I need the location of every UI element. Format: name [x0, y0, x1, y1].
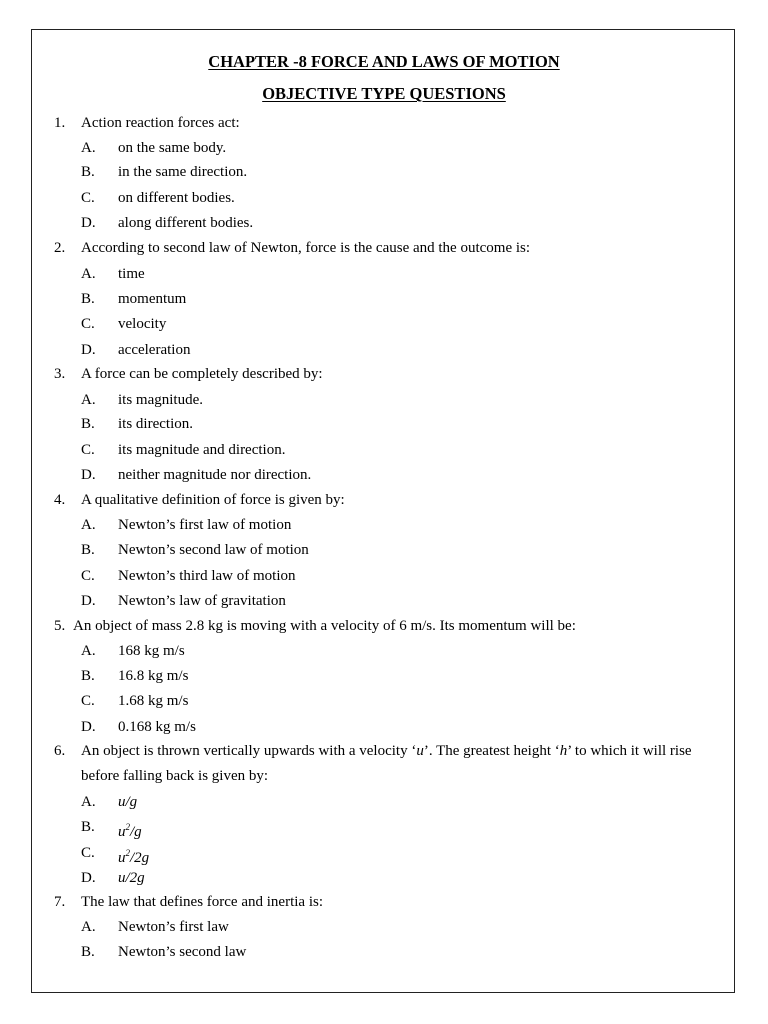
chapter-title: CHAPTER -8 FORCE AND LAWS OF MOTION: [208, 52, 560, 71]
option-label: A.: [81, 140, 96, 156]
option-label: B.: [81, 291, 95, 307]
formula-exponent: 2: [125, 822, 130, 832]
option-text: [118, 844, 149, 867]
option-text: on different bodies.: [118, 190, 235, 206]
option-label: B.: [81, 944, 95, 960]
option-text: Newton’s second law: [118, 944, 247, 960]
option-label: C.: [81, 190, 95, 206]
question-text: An object of mass 2.8 kg is moving with a velocity of 6 m/s. Its momentum will be:: [73, 618, 576, 634]
option-label: D.: [81, 467, 96, 483]
option-label: C.: [81, 568, 95, 584]
option-label: B.: [81, 542, 95, 558]
question-text: [81, 742, 692, 760]
option-label: A.: [81, 392, 96, 408]
option-label: B.: [81, 668, 95, 684]
option-label: D.: [81, 593, 96, 609]
formula-exponent: 2: [125, 848, 130, 858]
question-text: According to second law of Newton, force is the cause and the outcome is:: [81, 240, 531, 256]
question-number: 7.: [54, 894, 66, 910]
option-text: Newton’s second law of motion: [118, 542, 309, 558]
formula-base: u: [118, 850, 126, 866]
question-text-part: ’. The greatest height ‘: [423, 743, 560, 759]
option-text: 1.68 kg m/s: [118, 693, 189, 709]
option-label: C.: [81, 845, 95, 861]
option-label: D.: [81, 215, 96, 231]
option-text: its magnitude and direction.: [118, 442, 286, 458]
option-text: u/2g: [118, 870, 145, 886]
question-number: 5.: [54, 618, 66, 634]
question-number: 2.: [54, 240, 66, 256]
question-text: The law that defines force and inertia is:: [81, 894, 323, 910]
option-text: in the same direction.: [118, 164, 248, 180]
option-text: 0.168 kg m/s: [118, 719, 196, 735]
option-label: A.: [81, 919, 96, 935]
section-title: OBJECTIVE TYPE QUESTIONS: [262, 84, 506, 103]
option-label: B.: [81, 819, 95, 835]
option-label: D.: [81, 870, 96, 886]
option-text: momentum: [118, 291, 187, 307]
option-text: time: [118, 266, 145, 282]
option-text: u/g: [118, 794, 138, 810]
question-text-continued: before falling back is given by:: [81, 768, 269, 784]
option-label: D.: [81, 719, 96, 735]
option-text: its direction.: [118, 416, 193, 432]
formula-base: u: [118, 824, 126, 840]
question-number: 3.: [54, 366, 66, 382]
option-label: B.: [81, 416, 95, 432]
option-label: A.: [81, 794, 96, 810]
variable-u: u: [416, 743, 424, 759]
formula-rest: /2g: [130, 850, 150, 866]
option-text: velocity: [118, 316, 167, 332]
option-label: A.: [81, 643, 96, 659]
question-text: A qualitative definition of force is given by:: [81, 492, 345, 508]
question-number: 4.: [54, 492, 66, 508]
question-text-part: ’ to which it will rise: [567, 743, 692, 759]
variable-h: h: [559, 743, 568, 759]
option-text: Newton’s first law: [118, 919, 229, 935]
option-text: on the same body.: [118, 140, 227, 156]
option-label: C.: [81, 693, 95, 709]
option-text: along different bodies.: [118, 215, 254, 231]
option-text: acceleration: [118, 342, 191, 358]
option-text: Newton’s third law of motion: [118, 568, 296, 584]
option-label: D.: [81, 342, 96, 358]
option-label: A.: [81, 517, 96, 533]
question-text-part: An object is thrown vertically upwards with a velocity ‘: [81, 743, 417, 759]
question-text: A force can be completely described by:: [81, 366, 323, 382]
option-text: neither magnitude nor direction.: [118, 467, 312, 483]
formula-rest: /g: [130, 824, 142, 840]
option-text: [118, 818, 142, 841]
option-text: 16.8 kg m/s: [118, 668, 189, 684]
option-label: A.: [81, 266, 96, 282]
question-text: Action reaction forces act:: [81, 115, 240, 131]
question-number: 1.: [54, 115, 66, 131]
option-text: 168 kg m/s: [118, 643, 185, 659]
question-number: 6.: [54, 743, 66, 759]
option-label: C.: [81, 442, 95, 458]
option-text: Newton’s law of gravitation: [118, 593, 286, 609]
option-text: Newton’s first law of motion: [118, 517, 292, 533]
option-text: its magnitude.: [118, 392, 203, 408]
option-label: B.: [81, 164, 95, 180]
option-label: C.: [81, 316, 95, 332]
